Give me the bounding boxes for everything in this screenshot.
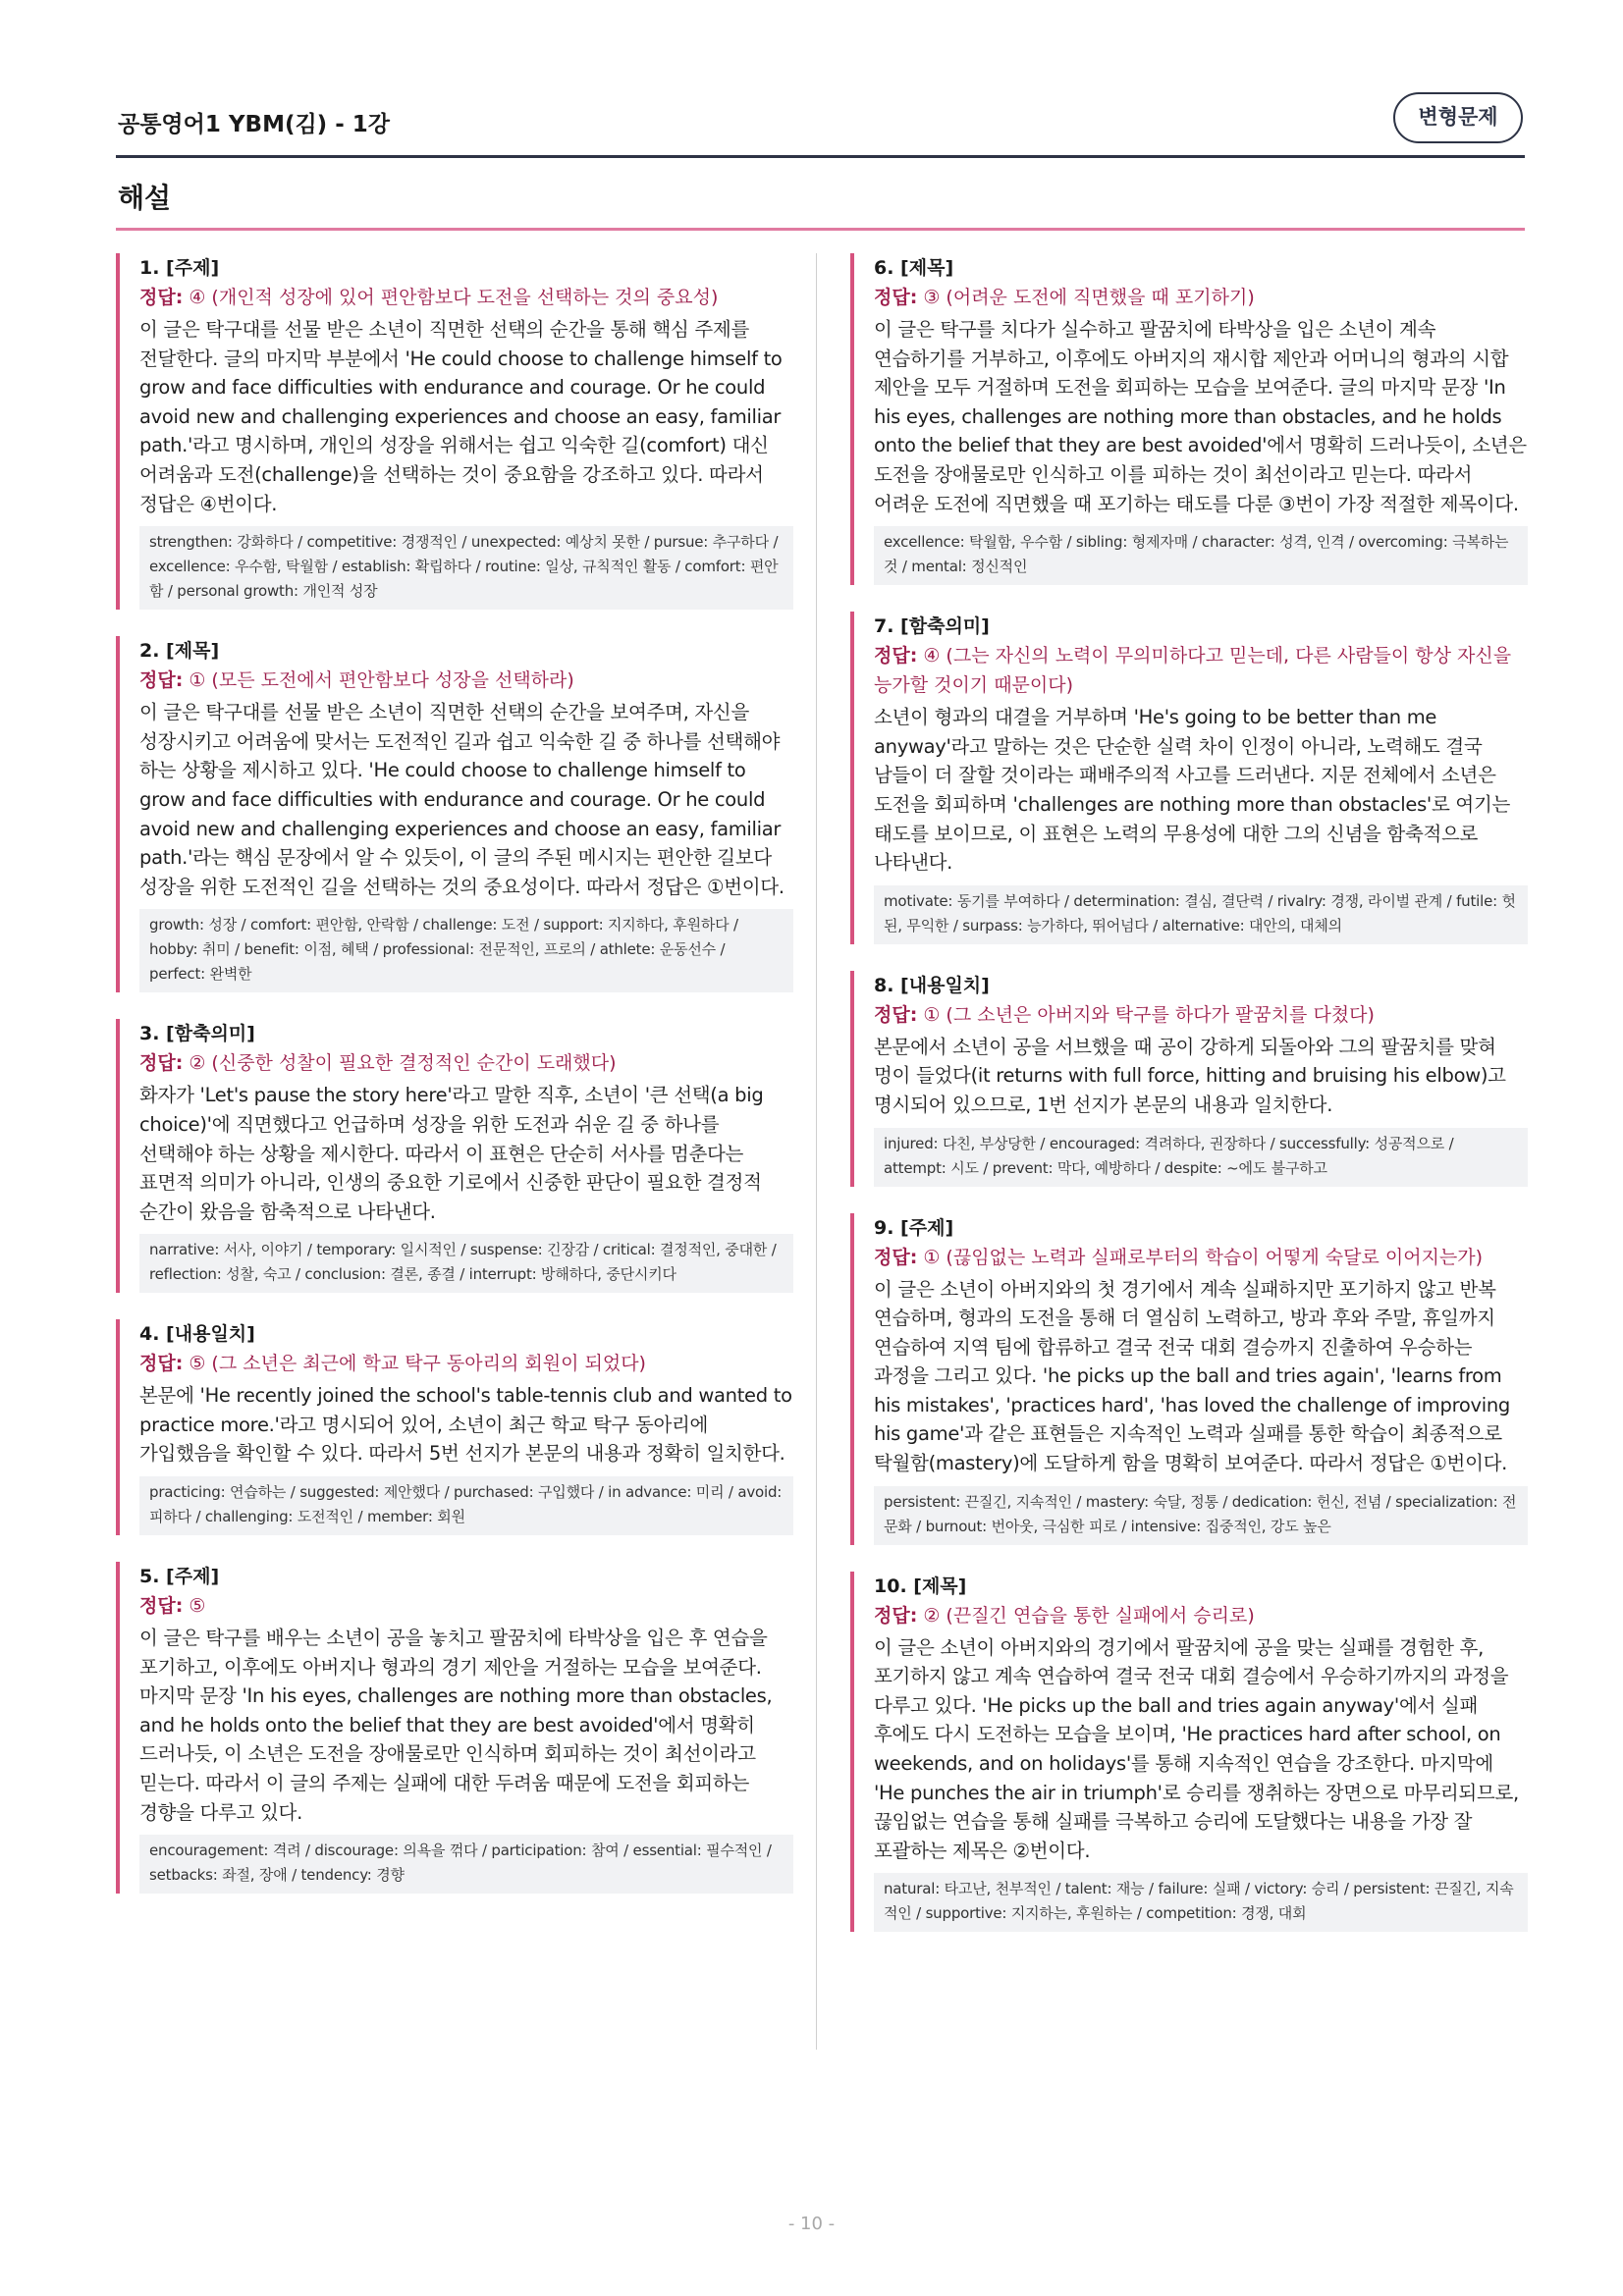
- vocabulary-box: injured: 다친, 부상당한 / encouraged: 격려하다, 권장하다 / successfully: 성공적으로 / attempt: 시도 / prevent: 막다, 예방하다 / despite: ~에도 불구하고: [874, 1128, 1528, 1187]
- section-heading: [116, 173, 1525, 231]
- answer-value: ④ (그는 자신의 노력이 무의미하다고 믿는데, 다른 사람들이 항상 자신을 능가할 것이기 때문이다): [874, 645, 1512, 697]
- explanation-text: 이 글은 탁구를 배우는 소년이 공을 놓치고 팔꿈치에 타박상을 입은 후 연습을 포기하고, 이후에도 아버지나 형과의 경기 제안을 거절하는 모습을 보여준다. 마지막 문장 'In his eyes, challenges are nothing more than obstacles, and he holds onto the belief that they are best avoided'에서 명확히 드러나듯, 이 소년은 도전을 장애물로만 인식하며 회피하는 것이 최선이라고 믿는다. 따라서 이 글의 주제는 실패에 대한 두려움 때문에 도전을 회피하는 경향을 다루고 있다.: [139, 1627, 773, 1824]
- answer-label: 정답:: [874, 1003, 918, 1026]
- explanation-text: 화자가 'Let's pause the story here'라고 말한 직후, 소년이 '큰 선택(a big choice)'에 직면했다고 언급하며 성장을 위한 도전과 쉬운 길 중 하나를 선택해야 하는 상황을 제시한다. 따라서 이 표현은 단순히 서사를 멈춘다는 표면적 의미가 아니라, 인생의 중요한 기로에서 신중한 판단이 필요한 결정적 순간이 왔음을 함축적으로 나타낸다.: [139, 1084, 764, 1223]
- answer-value: ② (신중한 성찰이 필요한 결정적인 순간이 도래했다): [189, 1052, 617, 1075]
- answer-label: 정답:: [874, 1246, 918, 1268]
- vocabulary-box: motivate: 동기를 부여하다 / determination: 결심, 결단력 / rivalry: 경쟁, 라이벌 관계 / futile: 헛된, 무익한 / surpass: 능가하다, 뛰어넘다 / alternative: 대안의, 대체의: [874, 885, 1528, 944]
- answer-value: ② (끈질긴 연습을 통한 실패에서 승리로): [923, 1604, 1255, 1627]
- answer-label: 정답:: [874, 645, 918, 667]
- explanation-text: 이 글은 소년이 아버지와의 첫 경기에서 계속 실패하지만 포기하지 않고 반복 연습하며, 형과의 도전을 통해 더 열심히 노력하고, 방과 후와 주말, 휴일까지 연습하여 지역 팀에 합류하고 결국 전국 대회 결승까지 진출하여 우승하는 과정을 그리고 있다. 'he picks up the ball and tries again', 'learns from his mistakes', 'practices hard', 'has loved the challenge of improving his game'과 같은 표현들은 지속적인 노력과 실패를 통한 학습이 최종적으로 탁월함(mastery)에 도달하게 함을 명확히 보여준다. 따라서 정답은 ①번이다.: [874, 1277, 1510, 1475]
- answer-line: [874, 641, 1528, 700]
- explanation-item: [850, 1213, 1528, 1545]
- answer-label: 정답:: [874, 1604, 918, 1627]
- document-title: 공통영어1 YBM(김) - 1강: [118, 112, 390, 137]
- question-heading: 2. [제목]: [139, 640, 220, 663]
- question-heading: 4. [내용일치]: [139, 1323, 255, 1346]
- question-type-badge: 변형문제: [1393, 92, 1523, 143]
- question-heading: 7. [함축의미]: [874, 615, 990, 638]
- answer-line: [874, 1000, 1528, 1030]
- explanation-item: [116, 253, 793, 610]
- answer-value: ① (그 소년은 아버지와 탁구를 하다가 팔꿈치를 다쳤다): [923, 1003, 1375, 1026]
- explanation-item: [850, 971, 1528, 1187]
- answer-line: [139, 1591, 793, 1621]
- answer-label: 정답:: [139, 1353, 184, 1375]
- section-title: 해설: [118, 182, 172, 214]
- vocabulary-box: encouragement: 격려 / discourage: 의욕을 꺾다 / participation: 참여 / essential: 필수적인 / setbacks: 좌절, 장애 / tendency: 경향: [139, 1835, 793, 1894]
- answer-value: ⑤: [189, 1595, 206, 1618]
- answer-value: ① (끊임없는 노력과 실패로부터의 학습이 어떻게 숙달로 이어지는가): [923, 1246, 1484, 1268]
- right-column: [850, 253, 1528, 1958]
- answer-label: 정답:: [139, 1595, 184, 1618]
- answer-line: [139, 1349, 793, 1378]
- question-heading: 8. [내용일치]: [874, 974, 990, 996]
- answer-value: ④ (개인적 성장에 있어 편안함보다 도전을 선택하는 것의 중요성): [189, 287, 719, 308]
- answer-line: [139, 666, 793, 695]
- explanation-text: 이 글은 탁구대를 선물 받은 소년이 직면한 선택의 순간을 보여주며, 자신을 성장시키고 어려움에 맞서는 도전적인 길과 쉽고 익숙한 길 중 하나를 선택해야 하는 상황을 제시하고 있다. 'He could choose to challenge himself to grow and face difficulties with endurance and courage. Or he could avoid new and challenging experiences and choose an easy, familiar path.'라는 핵심 문장에서 알 수 있듯이, 이 글의 주된 메시지는 편안한 길보다 성장을 위한 도전적인 길을 선택하는 것의 중요성이다. 따라서 정답은 ①번이다.: [139, 701, 784, 898]
- answer-value: ① (모든 도전에서 편안함보다 성장을 선택하라): [189, 669, 574, 692]
- page-number: - 10 -: [787, 2214, 836, 2234]
- explanation-item: [850, 612, 1528, 944]
- explanation-item: [116, 1019, 793, 1293]
- vocabulary-box: practicing: 연습하는 / suggested: 제안했다 / purchased: 구입했다 / in advance: 미리 / avoid: 피하다 / challenging: 도전적인 / member: 회원: [139, 1476, 793, 1535]
- answer-value: ③ (어려운 도전에 직면했을 때 포기하기): [923, 287, 1255, 308]
- question-heading: 9. [주제]: [874, 1216, 954, 1239]
- explanation-text: 이 글은 탁구를 치다가 실수하고 팔꿈치에 타박상을 입은 소년이 계속 연습하기를 거부하고, 이후에도 아버지의 재시합 제안과 어머니의 형과의 시합 제안을 모두 거절하며 도전을 회피하는 모습을 보여준다. 글의 마지막 문장 'In his eyes, challenges are nothing more than obstacles, and he holds onto the belief that they are best avoided'에서 명확히 드러나듯이, 소년은 도전을 장애물로만 인식하고 이를 피하는 것이 최선이라고 믿는다. 따라서 어려운 도전에 직면했을 때 포기하는 태도를 다룬 ③번이 가장 적절한 제목이다.: [874, 318, 1527, 515]
- page-header: [116, 90, 1525, 158]
- vocabulary-box: narrative: 서사, 이야기 / temporary: 일시적인 / suspense: 긴장감 / critical: 결정적인, 중대한 / reflection: 성찰, 숙고 / conclusion: 결론, 종결 / interrupt: 방해하다, 중단시키다: [139, 1234, 793, 1293]
- explanation-text: 본문에 'He recently joined the school's table-tennis club and wanted to practice more.'라고 명시되어 있어, 소년이 최근 학교 탁구 동아리에 가입했음을 확인할 수 있다. 따라서 5번 선지가 본문의 내용과 정확히 일치한다.: [139, 1384, 792, 1466]
- answer-line: [874, 1243, 1528, 1272]
- question-heading: 10. [제목]: [874, 1575, 967, 1597]
- explanation-item: [116, 636, 793, 992]
- vocabulary-box: strengthen: 강화하다 / competitive: 경쟁적인 / unexpected: 예상치 못한 / pursue: 추구하다 / excellence: 우수함, 탁월함 / establish: 확립하다 / routine: 일상, 규칙적인 활동 / comfort: 편안함 / personal growth: 개인적 성장: [139, 526, 793, 610]
- explanation-text: 소년이 형과의 대결을 거부하며 'He's going to be better than me anyway'라고 말하는 것은 단순한 실력 차이 인정이 아니라, 노력해도 결국 남들이 더 잘할 것이라는 패배주의적 사고를 드러낸다. 지문 전체에서 소년은 도전을 회피하며 'challenges are nothing more than obstacles'로 여기는 태도를 보이므로, 이 표현은 노력의 무용성에 대한 그의 신념을 함축적으로 나타낸다.: [874, 706, 1511, 875]
- answer-label: 정답:: [874, 287, 918, 308]
- answer-label: 정답:: [139, 287, 184, 308]
- answer-line: [139, 283, 793, 312]
- answer-line: [874, 1601, 1528, 1630]
- explanation-item: [116, 1562, 793, 1894]
- question-heading: 6. [제목]: [874, 257, 954, 279]
- explanation-item: [850, 1572, 1528, 1933]
- answer-label: 정답:: [139, 1052, 184, 1075]
- question-heading: 5. [주제]: [139, 1566, 220, 1588]
- left-column: [116, 253, 793, 1920]
- answer-line: [139, 1048, 793, 1078]
- explanation-text: 본문에서 소년이 공을 서브했을 때 공이 강하게 되돌아와 그의 팔꿈치를 맞혀 멍이 들었다(it returns with full force, hitting and bruising his elbow)고 명시되어 있으므로, 1번 선지가 본문의 내용과 일치한다.: [874, 1035, 1506, 1116]
- question-heading: 1. [주제]: [139, 257, 220, 279]
- vocabulary-box: natural: 타고난, 천부적인 / talent: 재능 / failure: 실패 / victory: 승리 / persistent: 끈질긴, 지속적인 / supportive: 지지하는, 후원하는 / competition: 경쟁, 대회: [874, 1873, 1528, 1932]
- explanation-item: [116, 1319, 793, 1535]
- vocabulary-box: excellence: 탁월함, 우수함 / sibling: 형제자매 / character: 성격, 인격 / overcoming: 극복하는 것 / mental: 정신적인: [874, 526, 1528, 585]
- answer-line: [874, 283, 1528, 312]
- vocabulary-box: growth: 성장 / comfort: 편안함, 안락함 / challenge: 도전 / support: 지지하다, 후원하다 / hobby: 취미 / benefit: 이점, 혜택 / professional: 전문적인, 프로의 / athlete: 운동선수 / perfect: 완벽한: [139, 909, 793, 992]
- answer-value: ⑤ (그 소년은 최근에 학교 탁구 동아리의 회원이 되었다): [189, 1353, 646, 1375]
- question-heading: 3. [함축의미]: [139, 1023, 255, 1045]
- vocabulary-box: persistent: 끈질긴, 지속적인 / mastery: 숙달, 정통 / dedication: 헌신, 전념 / specialization: 전문화 / burnout: 번아웃, 극심한 피로 / intensive: 집중적인, 강도 높은: [874, 1486, 1528, 1545]
- column-divider: [816, 253, 817, 2050]
- explanation-text: 이 글은 소년이 아버지와의 경기에서 팔꿈치에 공을 맞는 실패를 경험한 후, 포기하지 않고 계속 연습하여 결국 전국 대회 결승에서 우승하기까지의 과정을 다루고 있다. 'He picks up the ball and tries again anyway'에서 실패 후에도 다시 도전하는 모습을 보이며, 'He practices hard after school, on weekends, and on holidays'를 통해 지속적인 연습을 강조한다. 마지막에 'He punches the air in triumph'로 승리를 쟁취하는 장면으로 마무리되므로, 끊임없는 연습을 통해 실패를 극복하고 승리에 도달했다는 내용을 가장 잘 포괄하는 제목은 ②번이다.: [874, 1635, 1519, 1862]
- explanation-text: 이 글은 탁구대를 선물 받은 소년이 직면한 선택의 순간을 통해 핵심 주제를 전달한다. 글의 마지막 부분에서 'He could choose to challenge himself to grow and face difficulties with endurance and courage. Or he could avoid new and challenging experiences and choose an easy, familiar path.'라고 명시하며, 개인의 성장을 위해서는 쉽고 익숙한 길(comfort) 대신 어려움과 도전(challenge)을 선택하는 것이 중요함을 강조하고 있다. 따라서 정답은 ④번이다.: [139, 318, 783, 515]
- answer-label: 정답:: [139, 669, 184, 692]
- explanation-item: [850, 253, 1528, 585]
